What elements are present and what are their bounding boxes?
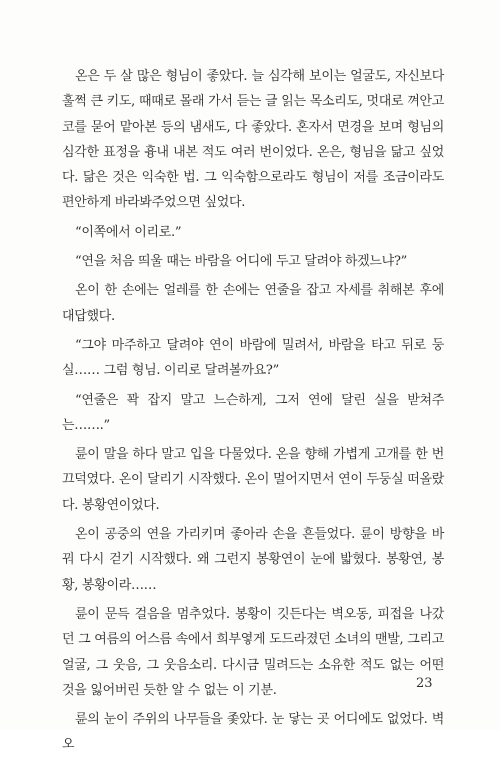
paragraph: 온이 한 손에는 얼레를 한 손에는 연줄을 잡고 자세를 취해본 후에 대답했다. [62, 283, 444, 324]
paragraph: 륜의 눈이 주위의 나무들을 좇았다. 눈 닿는 곳 어디에도 없었다. 벽오 [62, 712, 444, 753]
page-number: 23 [416, 676, 433, 691]
paragraph: “연줄은 꽉 잡지 말고 느슨하게, 그저 연에 달린 실을 받쳐주는…….” [62, 392, 444, 433]
paragraph: “그야 마주하고 달려야 연이 바람에 밀려서, 바람을 타고 뒤로 둥실…… 그럼 형님. 이리로 달려볼까요?” [62, 337, 444, 379]
body-text [62, 64, 444, 762]
paragraph: “연을 처음 띄울 때는 바람을 어디에 두고 달려야 하겠느냐?” [75, 254, 407, 270]
paragraph: 륜이 문득 걸음을 멈추었다. 봉황이 깃든다는 벽오동, 피접을 나갔던 그 여름의 어스름 속에서 희부옇게 도드라졌던 소녀의 맨발, 그리고 얼굴, 그 웃음, 그 웃음소리. 다시금 밀려드는 소유한 적도 없는 어떤 것을 잃어버린 듯한 알 수 없는 이 기분. [62, 606, 444, 698]
paragraph: 륜이 말을 하다 말고 입을 다물었다. 온을 향해 가볍게 고개를 한 번 끄덕였다. 온이 달리기 시작했다. 온이 멀어지면서 연이 두둥실 떠올랐다. 봉황연이었다. [62, 447, 444, 513]
paragraph: 온은 두 살 많은 형님이 좋았다. 늘 심각해 보이는 얼굴도, 자신보다 훌쩍 큰 키도, 때때로 몰래 가서 듣는 글 읽는 목소리도, 멋대로 껴안고 코를 묻어 맡아본 등의 냄새도, 다 좋았다. 혼자서 면경을 보며 형님의 심각한 표정을 흉내 내본 적도 여러 번이었다. 온은, 형님을 닮고 싶었다. 닮은 것은 익숙한 법. 그 익숙함으로라도 형님이 저를 조금이라도 편안하게 바라봐주었으면 싶었다. [62, 69, 444, 211]
paragraph: “이쪽에서 이리로.” [75, 224, 182, 240]
paragraph: 온이 공중의 연을 가리키며 좋아라 손을 흔들었다. 륜이 방향을 바꿔 다시 걷기 시작했다. 왜 그런지 봉황연이 눈에 밟혔다. 봉황연, 봉황, 봉황이라…… [62, 527, 444, 593]
